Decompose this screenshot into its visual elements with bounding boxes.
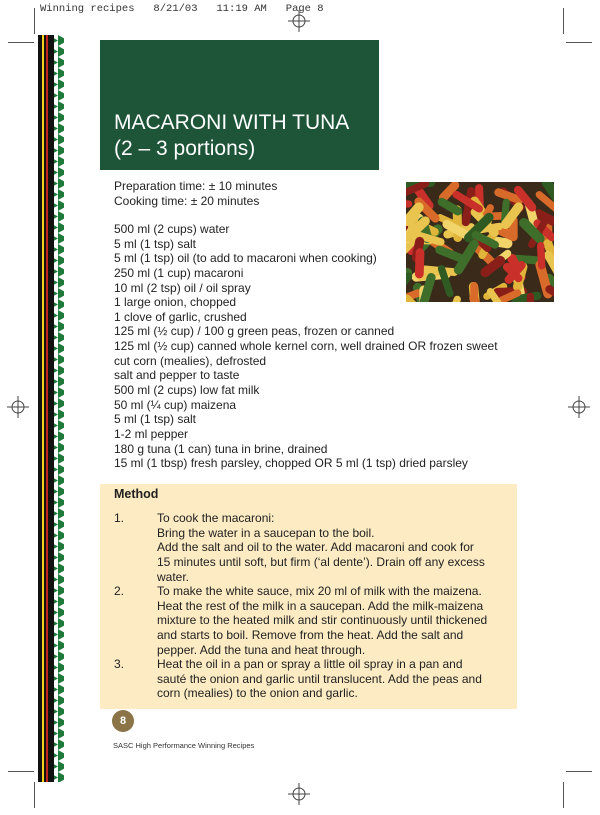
ingredient-item: 500 ml (2 cups) low fat milk <box>114 383 260 398</box>
step-line: water. <box>157 569 190 584</box>
step-line: Heat the oil in a pan or spray a little oil spray in a pan and <box>157 657 463 671</box>
method-step <box>114 657 509 701</box>
step-line: corn (mealies) to the onion and garlic. <box>157 686 358 701</box>
title-box <box>100 40 379 170</box>
decorative-border-strip <box>38 35 64 782</box>
ingredient-item: 50 ml (¼ cup) maizena <box>114 397 237 412</box>
step-line: mixture to the heated milk and stir continuously until thickened <box>157 613 488 628</box>
cooking-time: Cooking time: ± 20 minutes <box>114 193 260 208</box>
ingredient-item: 15 ml (1 tbsp) fresh parsley, chopped OR 5 ml (1 tsp) dried parsley <box>114 456 468 471</box>
ingredient-item: 5 ml (1 tsp) salt <box>114 236 197 251</box>
step-line: Add the salt and oil to the water. Add macaroni and cook for <box>157 540 474 555</box>
step-line: Bring the water in a saucepan to the boil. <box>157 525 375 540</box>
crop-mark-bottom-left-h <box>8 771 34 772</box>
slug-page: Page 8 <box>285 3 324 15</box>
method-box <box>100 484 517 709</box>
footer-text: SASC High Performance Winning Recipes <box>113 741 255 750</box>
ingredient-item: salt and pepper to taste <box>114 368 240 383</box>
step-line: To cook the macaroni: <box>157 511 275 525</box>
crop-mark-bottom-right-v <box>563 782 564 808</box>
step-line: pepper. Add the tuna and heat through. <box>157 642 366 657</box>
step-line: sauté the onion and garlic until translucent. Add the peas and <box>157 671 482 686</box>
ingredient-item: 250 ml (1 cup) macaroni <box>114 265 244 280</box>
page-number-badge: 8 <box>112 710 134 732</box>
registration-mark-bottom <box>288 783 310 805</box>
recipe-title <box>114 110 349 162</box>
times-block <box>114 179 277 208</box>
step-text <box>157 584 509 658</box>
crop-mark-bottom-right-h <box>566 771 592 772</box>
slug-time: 11:19 AM <box>216 3 267 15</box>
ingredient-item: 500 ml (2 cups) water <box>114 222 230 236</box>
header-slug <box>40 3 324 15</box>
ingredient-item: 1 clove of garlic, crushed <box>114 309 247 324</box>
recipe-portions: (2 – 3 portions) <box>114 137 256 160</box>
preparation-time: Preparation time: ± 10 minutes <box>114 179 278 193</box>
crop-mark-top-right-v <box>563 8 564 34</box>
ingredient-item: 125 ml (½ cup) / 100 g green peas, frozen or canned <box>114 324 395 339</box>
crop-mark-bottom-left-v <box>34 782 35 808</box>
step-text <box>157 657 509 701</box>
ingredient-list <box>114 222 498 471</box>
macaroni-piece <box>541 246 542 266</box>
registration-mark-right <box>568 396 590 418</box>
crop-mark-top-right-h <box>566 42 592 43</box>
ingredient-item: 5 ml (1 tsp) salt <box>114 412 197 427</box>
ingredient-item: 125 ml (½ cup) canned whole kernel corn, well drained OR frozen sweet <box>114 339 498 354</box>
step-number: 2. <box>114 584 125 598</box>
ingredient-item: cut corn (mealies), defrosted <box>114 353 267 368</box>
crop-mark-top-left-v <box>34 8 35 34</box>
slug-text: Winning recipes <box>40 3 135 15</box>
ingredient-item: 180 g tuna (1 can) tuna in brine, drained <box>114 441 328 456</box>
step-line: and starts to boil. Remove from the heat. Add the salt and <box>157 628 464 643</box>
ingredient-item: 1-2 ml pepper <box>114 426 189 441</box>
recipe-title-line1: MACARONI WITH TUNA <box>114 111 350 134</box>
step-line: Heat the rest of the milk in a saucepan. Add the milk-maizena <box>157 598 484 613</box>
slug-date: 8/21/03 <box>153 3 198 15</box>
step-number: 3. <box>114 657 125 671</box>
step-line: 15 minutes until soft, but firm (‘al dente’). Drain off any excess <box>157 555 485 570</box>
registration-mark-top <box>288 10 310 32</box>
crop-mark-top-left-h <box>8 42 34 43</box>
step-text <box>157 511 509 585</box>
ingredient-item: 10 ml (2 tsp) oil / oil spray <box>114 280 251 295</box>
method-step <box>114 511 509 585</box>
method-step <box>114 584 509 658</box>
ingredient-item: 5 ml (1 tsp) oil (to add to macaroni when cooking) <box>114 251 377 266</box>
step-line: To make the white sauce, mix 20 ml of milk with the maizena. <box>157 584 482 598</box>
step-number: 1. <box>114 511 125 525</box>
method-heading: Method <box>114 487 159 501</box>
ingredient-item: 1 large onion, chopped <box>114 295 237 310</box>
registration-mark-left <box>7 396 29 418</box>
